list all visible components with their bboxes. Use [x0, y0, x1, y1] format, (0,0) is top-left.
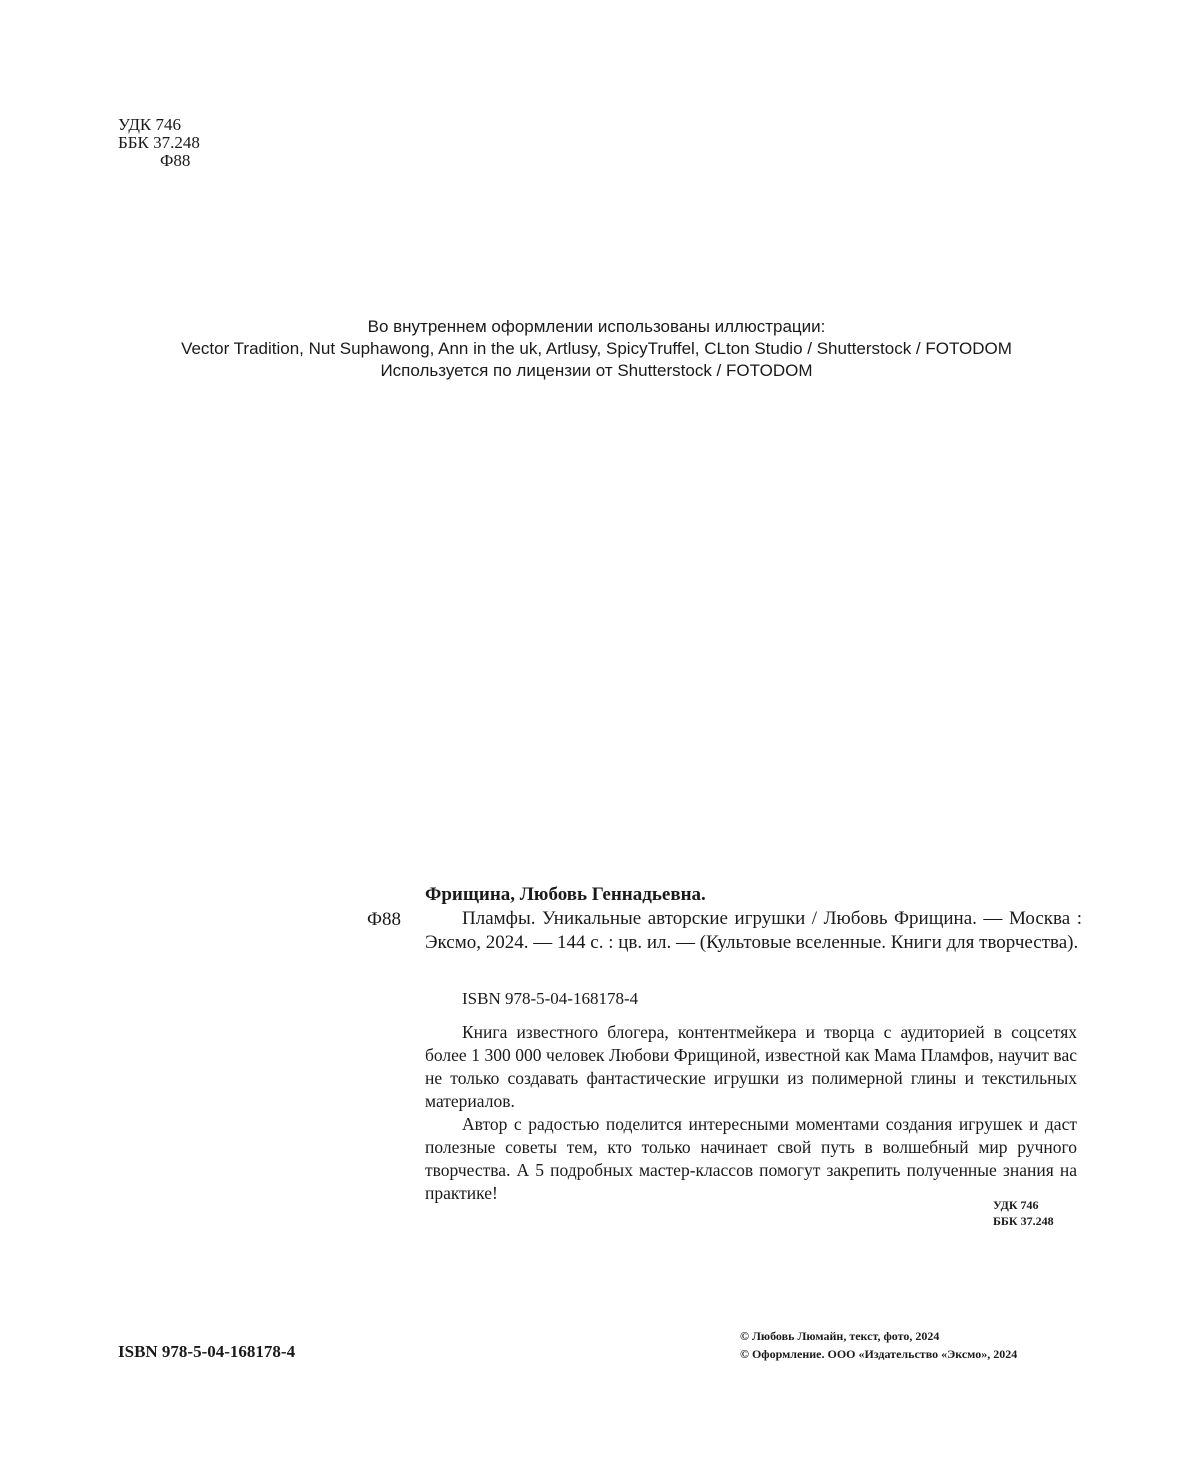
copyright-text: © Любовь Люмайн, текст, фото, 2024	[740, 1329, 940, 1343]
catalog-author-sign: Ф88	[367, 909, 402, 930]
annotation-paragraph: Автор с радостью поделится интересными моментами создания игрушек и даст полезные советы тем, кто только начинает свой путь в волшебный мир ручного творчества. А 5 подробных мастер-классов помогут закрепить полученные знания на практике!	[425, 1114, 1077, 1203]
catalog-codes	[993, 1197, 1054, 1229]
illustration-credits	[0, 316, 1193, 382]
credits-line-3: Используется по лицензии от Shutterstock / FOTODOM	[380, 361, 813, 380]
annotation-paragraph: Книга известного блогера, контентмейкера и творца с аудиторией в соцсетях более 1 300 000 человек Любови Фрищиной, известной как Мама Пламфов, научит вас не только создавать фантастические игрушки из полимерной глины и текстильных материалов.	[425, 1022, 1077, 1111]
catalog-bbk: ББК 37.248	[993, 1214, 1054, 1228]
catalog-udk: УДК 746	[993, 1198, 1039, 1212]
copyright-block	[740, 1327, 1017, 1363]
footer-isbn: ISBN 978-5-04-168178-4	[118, 1342, 296, 1361]
copyright-design: © Оформление. ООО «Издательство «Эксмо», 2024	[740, 1347, 1018, 1361]
author-sign: Ф88	[160, 151, 191, 170]
catalog-author: Фрищина, Любовь Геннадьевна.	[425, 884, 706, 905]
catalog-isbn: ISBN 978-5-04-168178-4	[462, 989, 639, 1008]
bbk-code: ББК 37.248	[118, 133, 200, 152]
classification-codes	[118, 116, 200, 170]
annotation	[425, 1021, 1077, 1205]
catalog-description: Пламфы. Уникальные авторские игрушки / Любовь Фрищина. — Москва : Эксмо, 2024. — 144 с. : цв. ил. — (Культовые вселенные. Книги для творчества).	[425, 908, 1082, 953]
udk-code: УДК 746	[118, 115, 182, 134]
credits-line-2: Vector Tradition, Nut Suphawong, Ann in the uk, Artlusy, SpicyTruffel, CLton Studio / Shutterstock / FOTODOM	[181, 339, 1012, 358]
credits-line-1: Во внутреннем оформлении использованы иллюстрации:	[367, 317, 826, 336]
